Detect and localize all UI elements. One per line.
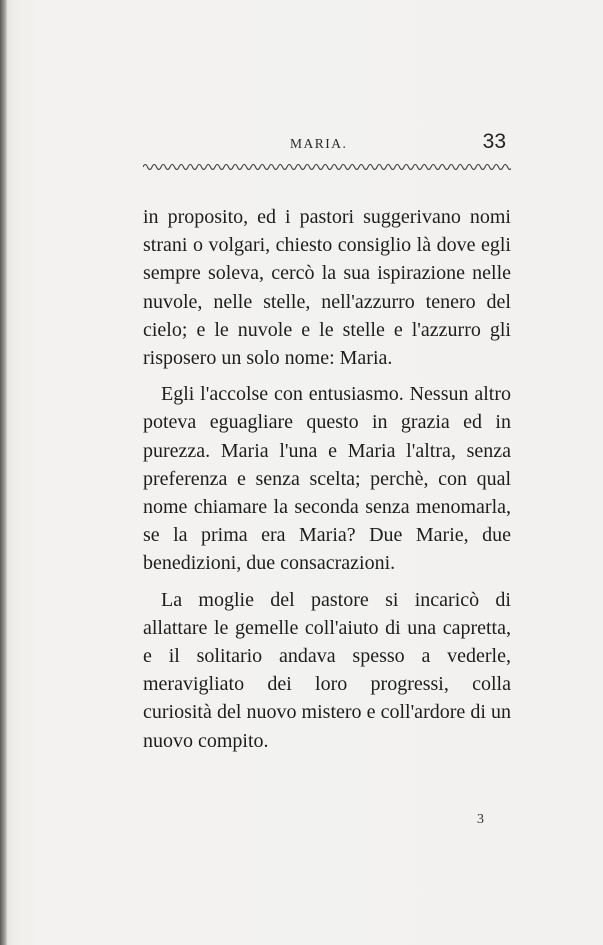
- body-text: [143, 203, 511, 763]
- running-head: [140, 130, 510, 156]
- paragraph-2: Egli l'accolse con entusiasmo. Nessun altro poteva eguagliare questo in grazia ed in purezza. Maria l'una e Maria l'altra, senza preferenza e senza scelta; perchè, con qual nome chiamare la seconda senza menomarla, se la prima era Maria? Due Marie, due benedizioni, due consacrazioni.: [143, 383, 511, 575]
- page-spine-shadow: [0, 0, 7, 945]
- ornament-wave: [143, 165, 511, 170]
- paragraph-3: La moglie del pastore si incaricò di allattare le gemelle coll'aiuto di una capretta, e il solitario andava spesso a vederle, meravigliato dei loro progressi, colla curiosità del nuovo mistero e coll'ardore di un nuovo compito.: [143, 588, 511, 752]
- signature-mark: 3: [477, 812, 484, 827]
- page-number: 33: [482, 130, 506, 153]
- paragraph-1: in proposito, ed i pastori suggerivano nomi strani o volgari, chiesto consiglio là dove egli sempre soleva, cercò la sua ispirazione nelle nuvole, nelle stelle, nell'azzurro tenero del cielo; e le nuvole e le stelle e l'azzurro gli risposero un solo nome: Maria.: [143, 206, 511, 370]
- running-title: MARIA.: [290, 136, 348, 151]
- ornament-rule: [143, 162, 511, 172]
